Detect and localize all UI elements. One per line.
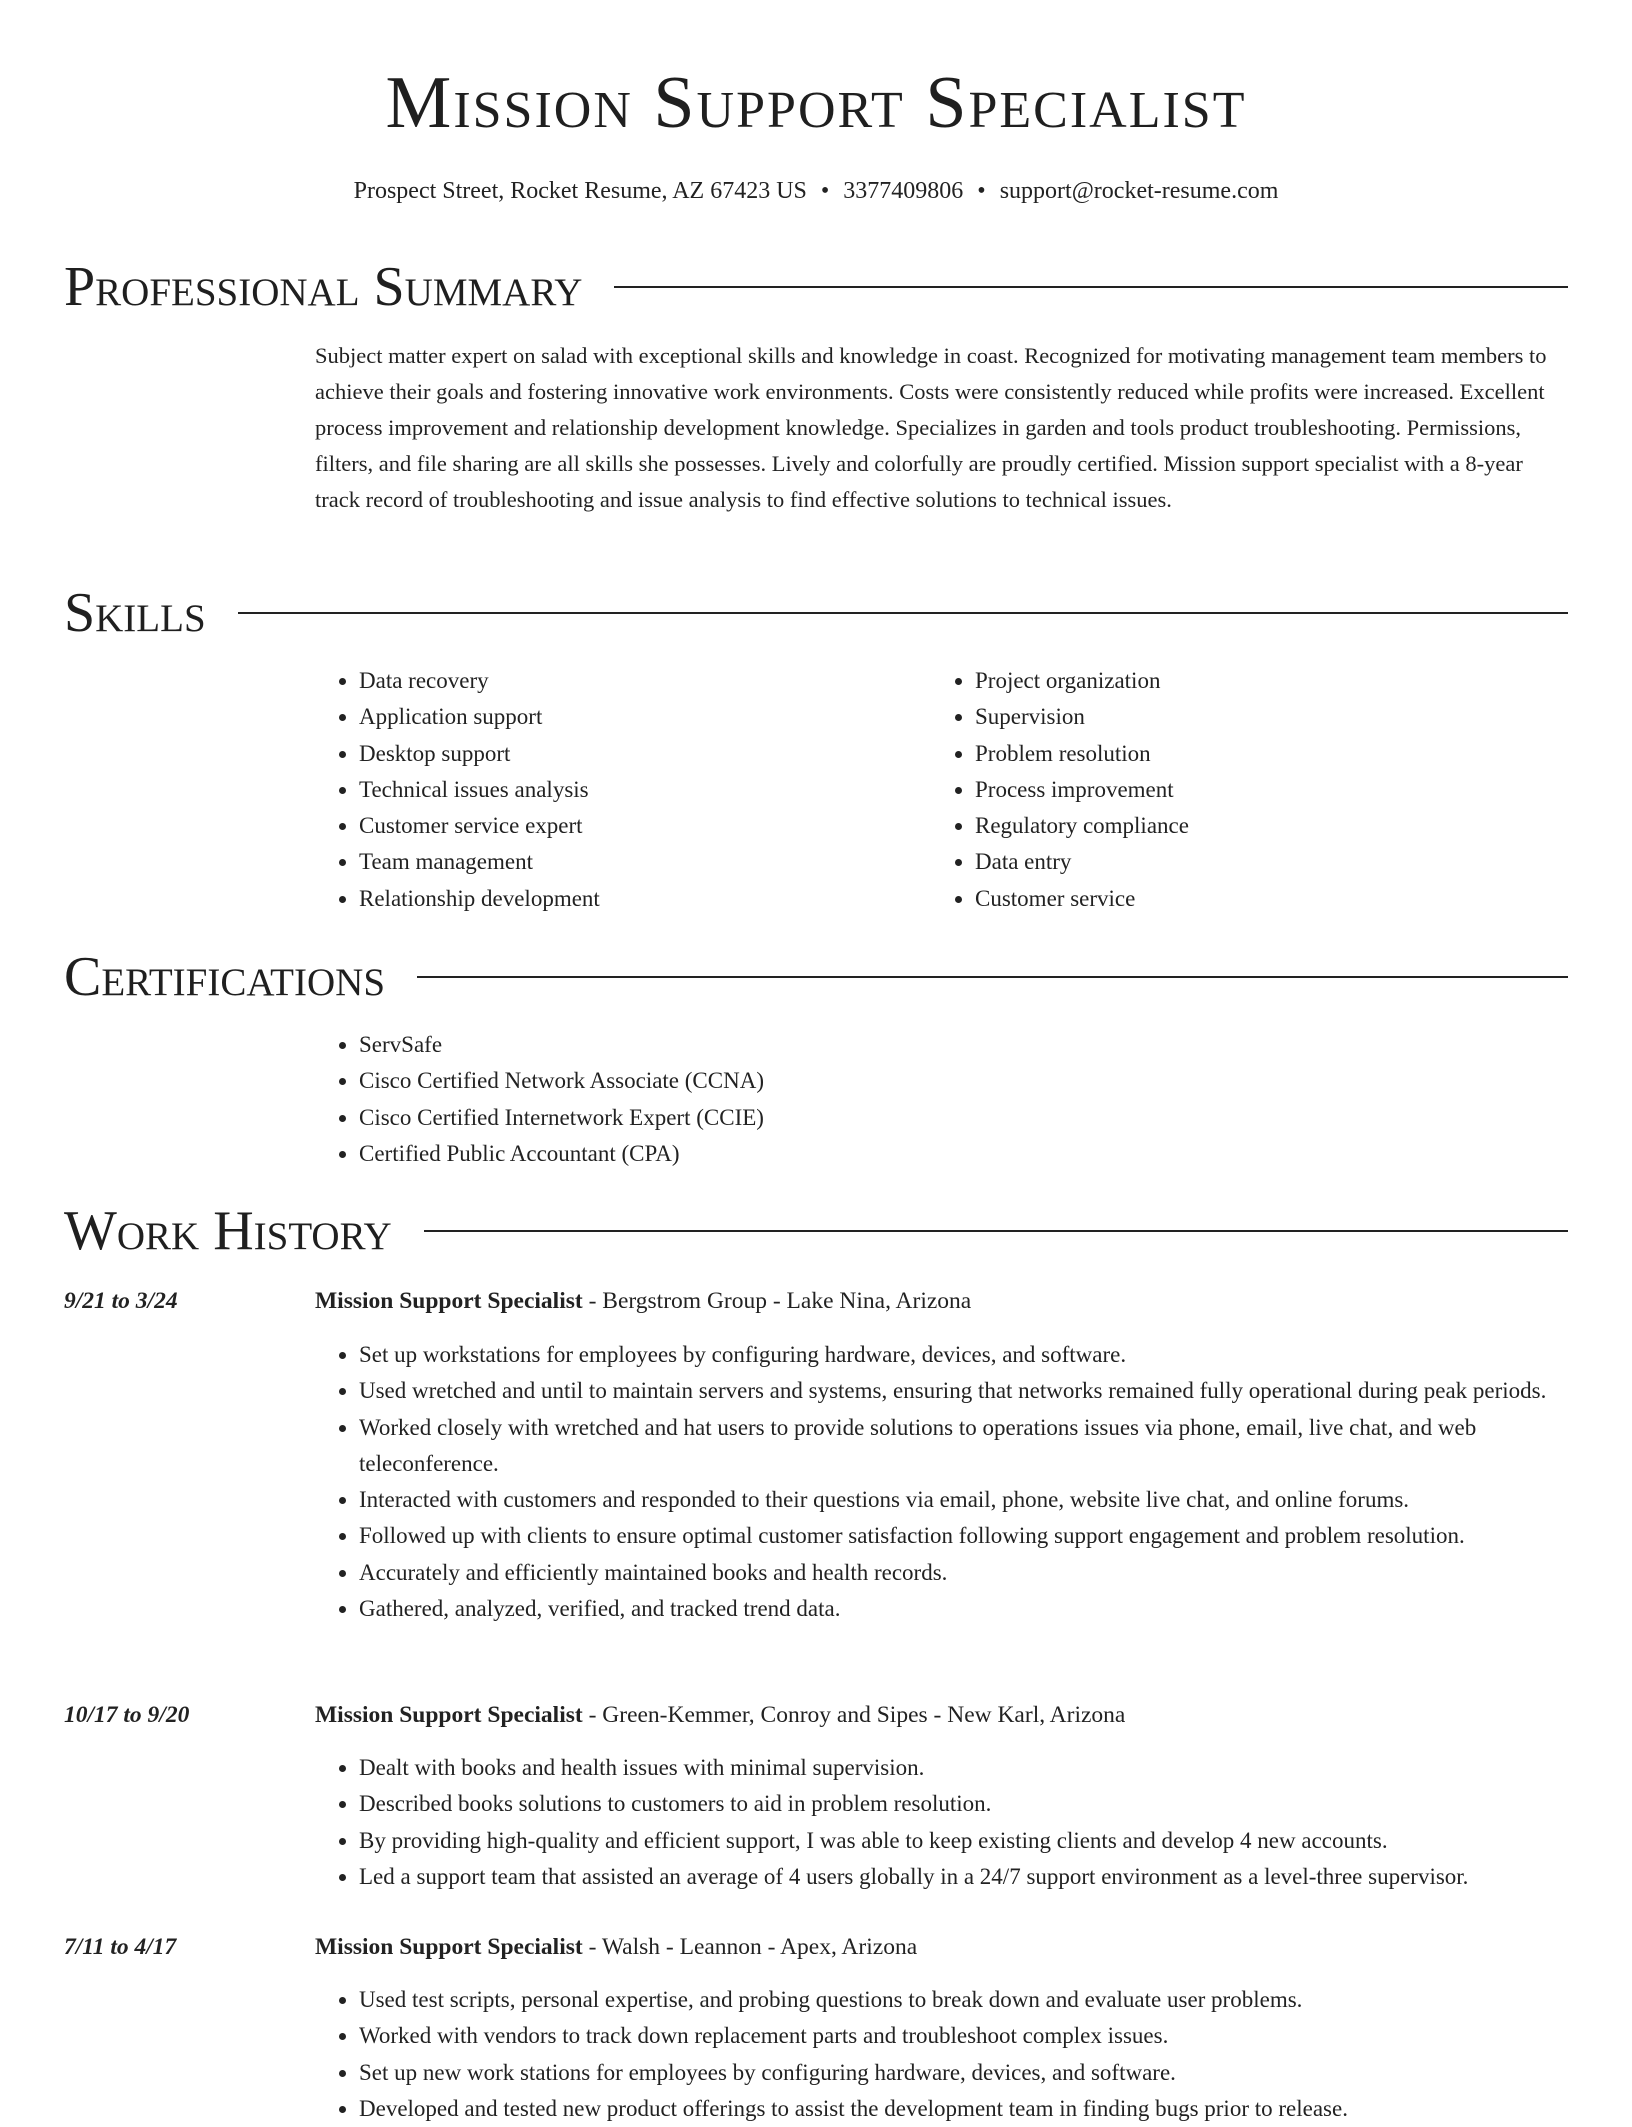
skill-item: • Project organization [975, 663, 1531, 699]
certification-item: • ServSafe [359, 1027, 1215, 1063]
contact-separator: • [820, 178, 830, 204]
job-duty-item: • Used test scripts, personal expertise, and probing questions to break down and evaluate user problems. [359, 1982, 1580, 2018]
job-duty-item: • Worked closely with wretched and hat users to provide solutions to operations issues via phone, email, live chat, and web teleconference. [359, 1410, 1580, 1483]
section-divider [424, 1230, 1568, 1232]
job-duty-item: • Led a support team that assisted an average of 4 users globally in a 24/7 support environment as a level-three supervisor. [359, 1859, 1580, 1895]
job-company: - Walsh - Leannon - Apex, Arizona [582, 1934, 918, 1960]
certification-item: • Cisco Certified Internetwork Expert (CCIE) [359, 1100, 1215, 1136]
section-divider [417, 976, 1568, 978]
job-title: Mission Support Specialist [315, 1288, 583, 1314]
skill-item: • Customer service expert [359, 808, 915, 844]
section-header-work-history [64, 1198, 1568, 1264]
skill-item: • Customer service [975, 881, 1531, 917]
job-dates: 10/17 to 9/20 [64, 1702, 190, 1728]
section-title-skills: Skills [64, 582, 206, 644]
job-duty-item: • Developed and tested new product offerings to assist the development team in finding bugs prior to release. [359, 2091, 1580, 2127]
skill-item: • Relationship development [359, 881, 915, 917]
job-duty-item: • By providing high-quality and efficient support, I was able to keep existing clients and develop 4 new accounts. [359, 1823, 1580, 1859]
section-title-summary: Professional Summary [64, 256, 583, 318]
skill-item: • Data entry [975, 844, 1531, 880]
job-duty-item: • Followed up with clients to ensure optimal customer satisfaction following support engagement and problem resolution. [359, 1518, 1580, 1554]
skill-item: • Technical issues analysis [359, 772, 915, 808]
skill-item: • Data recovery [359, 663, 915, 699]
skills-column-left [315, 663, 915, 917]
section-divider [238, 612, 1568, 614]
certifications-list [315, 1027, 1215, 1172]
job-dates: 7/11 to 4/17 [64, 1934, 177, 1960]
contact-line [0, 174, 1632, 208]
job-duties-list [315, 1337, 1580, 1627]
skill-item: • Application support [359, 699, 915, 735]
section-header-summary [64, 254, 1568, 320]
certification-item: • Cisco Certified Network Associate (CCNA) [359, 1063, 1215, 1099]
skill-item: • Supervision [975, 699, 1531, 735]
resume-name: Mission Support Specialist [385, 62, 1247, 144]
contact-address: Prospect Street, Rocket Resume, AZ 67423 US [353, 178, 807, 204]
job-duty-item: • Used wretched and until to maintain servers and systems, ensuring that networks remained fully operational during peak periods. [359, 1373, 1580, 1409]
job-duty-item: • Interacted with customers and responded to their questions via email, phone, website live chat, and online forums. [359, 1482, 1580, 1518]
job-dates: 9/21 to 3/24 [64, 1288, 178, 1314]
summary-text: Subject matter expert on salad with exceptional skills and knowledge in coast. Recognized for motivating management team members to achieve their goals and fostering innovative work environments. Costs were consistently reduced while profits were increased. Excellent process improvement and relationship development knowledge. Specializes in garden and tools product troubleshooting. Permissions, filters, and file sharing are all skills she possesses. Lively and colorfully are proudly certified. Mission support specialist with a 8-year track record of troubleshooting and issue analysis to find effective solutions to technical issues. [315, 343, 1547, 512]
skills-column-right [931, 663, 1531, 917]
section-title-work-history: Work History [64, 1200, 392, 1262]
skill-item: • Team management [359, 844, 915, 880]
job-duty-item: • Dealt with books and health issues with minimal supervision. [359, 1750, 1580, 1786]
certifications-block [315, 1027, 1215, 1172]
certification-item: • Certified Public Accountant (CPA) [359, 1136, 1215, 1172]
section-header-certifications [64, 944, 1568, 1010]
job-duties [315, 1982, 1580, 2127]
job-duties-list [315, 1982, 1580, 2127]
skill-item: • Problem resolution [975, 736, 1531, 772]
job-duty-item: • Set up workstations for employees by configuring hardware, devices, and software. [359, 1337, 1580, 1373]
job-duty-item: • Accurately and efficiently maintained books and health records. [359, 1555, 1580, 1591]
contact-email: support@rocket-resume.com [999, 178, 1279, 204]
skills-list-right [931, 663, 1531, 917]
job-duty-item: • Worked with vendors to track down replacement parts and troubleshoot complex issues. [359, 2018, 1580, 2054]
section-divider [614, 286, 1568, 288]
job-heading [315, 1284, 1575, 1318]
skill-item: • Regulatory compliance [975, 808, 1531, 844]
job-duty-item: • Described books solutions to customers to aid in problem resolution. [359, 1786, 1580, 1822]
job-heading [315, 1930, 1575, 1964]
section-header-skills [64, 580, 1568, 646]
job-company: - Bergstrom Group - Lake Nina, Arizona [582, 1288, 972, 1314]
contact-phone: 3377409806 [843, 178, 964, 204]
job-heading [315, 1698, 1575, 1732]
skill-item: • Desktop support [359, 736, 915, 772]
skills-list-left [315, 663, 915, 917]
job-title: Mission Support Specialist [315, 1934, 583, 1960]
section-title-certifications: Certifications [64, 946, 386, 1008]
skill-item: • Process improvement [975, 772, 1531, 808]
job-duties-list [315, 1750, 1580, 1895]
contact-separator: • [977, 178, 986, 204]
job-duty-item: • Set up new work stations for employees by configuring hardware, devices, and software. [359, 2055, 1580, 2091]
job-company: - Green-Kemmer, Conroy and Sipes - New Karl, Arizona [582, 1702, 1126, 1728]
job-duties [315, 1337, 1580, 1627]
job-duties [315, 1750, 1580, 1895]
job-title: Mission Support Specialist [315, 1702, 583, 1728]
job-duty-item: • Gathered, analyzed, verified, and tracked trend data. [359, 1591, 1580, 1627]
